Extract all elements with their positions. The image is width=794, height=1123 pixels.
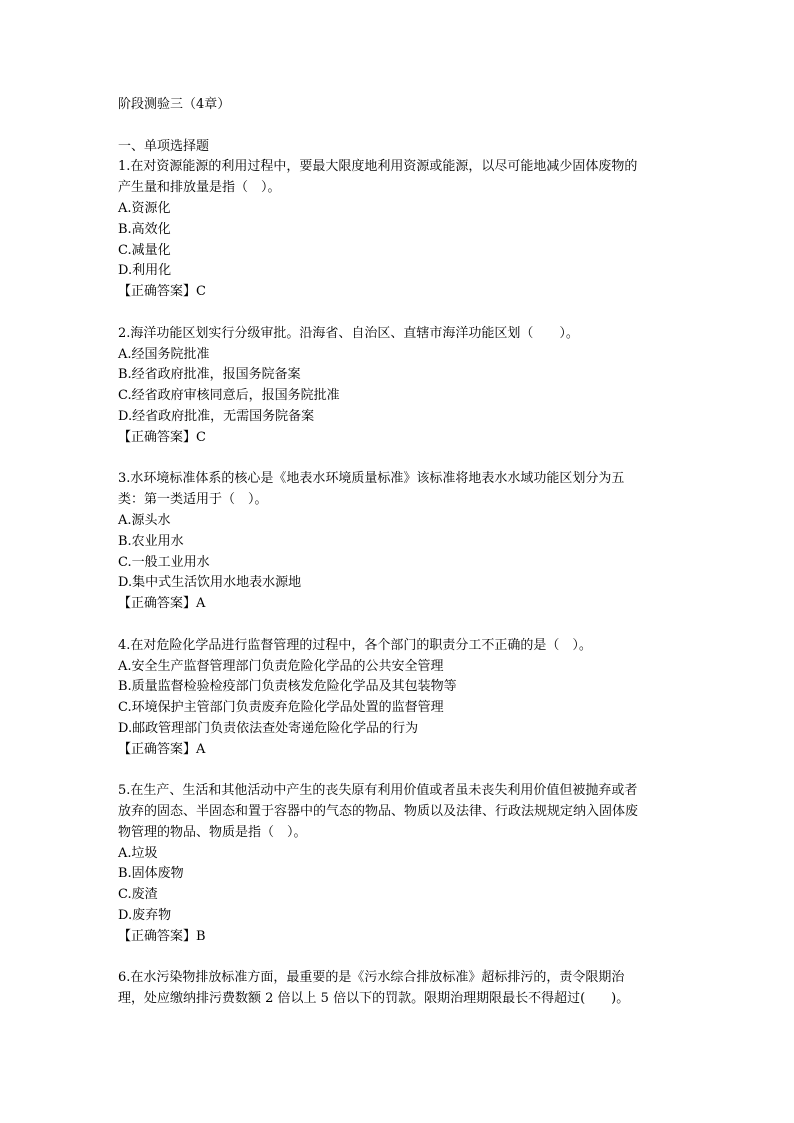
spacer bbox=[118, 303, 678, 324]
option-b: B.农业用水 bbox=[118, 533, 184, 549]
option-d: D.经省政府批准，无需国务院备案 bbox=[118, 408, 315, 424]
question-stem-line: 5.在生产、生活和其他活动中产生的丧失原有利用价值或者虽未丧失利用价值但被抛弃或者 bbox=[118, 783, 638, 799]
question-stem-line: 类：第一类适用于（ ）。 bbox=[118, 492, 268, 508]
document-title: 阶段测验三（4章） bbox=[118, 97, 231, 112]
option-c: C.经省政府审核同意后，报国务院批准 bbox=[118, 388, 340, 404]
option-a: A.垃圾 bbox=[118, 845, 158, 861]
option-a: A.经国务院批准 bbox=[118, 346, 210, 362]
question-6 bbox=[118, 968, 678, 1010]
correct-answer: 【正确答案】A bbox=[118, 596, 206, 612]
question-5 bbox=[118, 781, 678, 947]
correct-answer: 【正确答案】C bbox=[118, 429, 206, 445]
option-b: B.质量监督检验检疫部门负责核发危险化学品及其包装物等 bbox=[118, 679, 457, 695]
correct-answer: 【正确答案】B bbox=[118, 928, 206, 944]
document-page bbox=[118, 95, 678, 1010]
question-2 bbox=[118, 324, 678, 449]
spacer bbox=[118, 449, 678, 470]
option-d: D.邮政管理部门负责依法查处寄递危险化学品的行为 bbox=[118, 720, 419, 736]
option-d: D.利用化 bbox=[118, 263, 172, 279]
question-1 bbox=[118, 157, 678, 303]
question-stem-line: 3.水环境标准体系的核心是《地表水环境质量标准》该标准将地表水水域功能区划分为五 bbox=[118, 471, 625, 487]
option-d: D.废弃物 bbox=[118, 908, 172, 924]
option-c: C.废渣 bbox=[118, 887, 158, 903]
question-stem-line: 理，处应缴纳排污费数额 2 倍以上 5 倍以下的罚款。限期治理期限最长不得超过( )。 bbox=[118, 991, 630, 1007]
option-a: A.源头水 bbox=[118, 512, 171, 528]
option-d: D.集中式生活饮用水地表水源地 bbox=[118, 575, 302, 591]
question-stem-line: 4.在对危险化学品进行监督管理的过程中，各个部门的职责分工不正确的是（ ）。 bbox=[118, 637, 592, 653]
option-c: C.环境保护主管部门负责废弃危险化学品处置的监督管理 bbox=[118, 700, 444, 716]
question-3 bbox=[118, 469, 678, 615]
question-stem-line: 1.在对资源能源的利用过程中，要最大限度地利用资源或能源，以尽可能地减少固体废物的 bbox=[118, 159, 638, 175]
option-c: C.减量化 bbox=[118, 242, 171, 258]
option-b: B.经省政府批准，报国务院备案 bbox=[118, 367, 301, 383]
question-4 bbox=[118, 636, 678, 761]
question-stem-line: 放弃的固态、半固态和置于容器中的气态的物品、物质以及法律、行政法规规定纳入固体废 bbox=[118, 804, 639, 820]
spacer bbox=[118, 761, 678, 782]
option-b: B.高效化 bbox=[118, 221, 171, 237]
spacer bbox=[118, 116, 678, 137]
option-b: B.固体废物 bbox=[118, 866, 184, 882]
spacer bbox=[118, 615, 678, 636]
option-c: C.一般工业用水 bbox=[118, 554, 210, 570]
spacer bbox=[118, 948, 678, 969]
section-heading: 一、单项选择题 bbox=[118, 138, 210, 154]
question-stem-line: 产生量和排放量是指（ ）。 bbox=[118, 180, 281, 196]
question-stem-line: 6.在水污染物排放标准方面，最重要的是《污水综合排放标准》超标排污的，责令限期治 bbox=[118, 970, 625, 986]
question-stem-line: 2.海洋功能区划实行分级审批。沿海省、自治区、直辖市海洋功能区划（ ）。 bbox=[118, 325, 579, 341]
option-a: A.资源化 bbox=[118, 200, 171, 216]
correct-answer: 【正确答案】C bbox=[118, 284, 206, 300]
option-a: A.安全生产监督管理部门负责危险化学品的公共安全管理 bbox=[118, 658, 444, 674]
question-stem-line: 物管理的物品、物质是指（ ）。 bbox=[118, 824, 307, 840]
correct-answer: 【正确答案】A bbox=[118, 741, 206, 757]
